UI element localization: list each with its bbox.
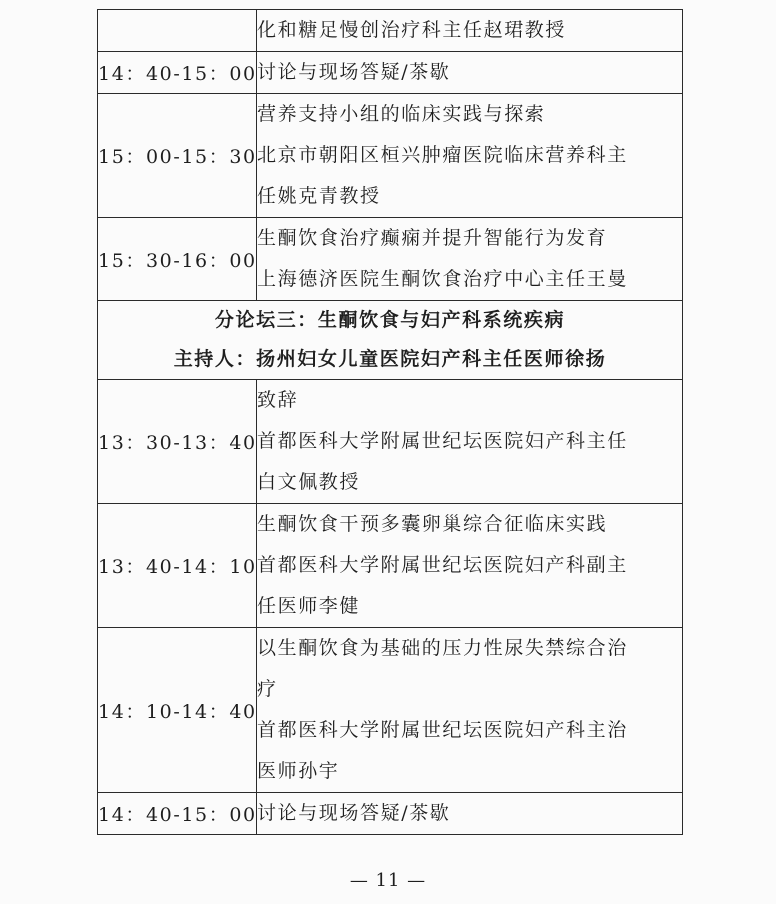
content-line: 任姚克青教授	[257, 185, 381, 207]
content-line: 生酮饮食干预多囊卵巢综合征临床实践	[257, 513, 608, 535]
content-line: 讨论与现场答疑/茶歇	[257, 802, 451, 824]
table-row	[98, 94, 683, 218]
forum-host: 主持人：扬州妇女儿童医院妇产科主任医师徐扬	[173, 348, 607, 370]
content-line: 首都医科大学附属世纪坛医院妇产科副主	[257, 554, 628, 576]
content-cell	[257, 793, 683, 835]
time-cell: 14：10-14：40	[98, 628, 257, 793]
content-line: 任医师李健	[257, 595, 361, 617]
content-cell	[257, 10, 683, 52]
content-line: 营养支持小组的临床实践与探索	[257, 103, 546, 125]
content-line: 化和糖足慢创治疗科主任赵珺教授	[257, 19, 567, 41]
forum-title: 分论坛三：生酮饮食与妇产科系统疾病	[214, 309, 566, 331]
content-line: 上海德济医院生酮饮食治疗中心主任王曼	[257, 268, 628, 290]
content-line: 讨论与现场答疑/茶歇	[257, 61, 451, 83]
content-cell	[257, 504, 683, 628]
time-cell: 13：40-14：10	[98, 504, 257, 628]
time-cell: 14：40-15：00	[98, 52, 257, 94]
content-line: 生酮饮食治疗癫痫并提升智能行为发育	[257, 227, 608, 249]
time-cell: 15：00-15：30	[98, 94, 257, 218]
time-cell	[98, 10, 257, 52]
content-cell	[257, 94, 683, 218]
content-line: 以生酮饮食为基础的压力性尿失禁综合治	[257, 637, 628, 659]
content-line: 首都医科大学附属世纪坛医院妇产科主任	[257, 430, 628, 452]
time-cell: 15：30-16：00	[98, 218, 257, 301]
content-cell	[257, 380, 683, 504]
time-cell: 13：30-13：40	[98, 380, 257, 504]
table-row	[98, 218, 683, 301]
content-line: 医师孙宇	[257, 760, 340, 782]
table-row	[98, 380, 683, 504]
table-row	[98, 793, 683, 835]
content-line: 北京市朝阳区桓兴肿瘤医院临床营养科主	[257, 144, 628, 166]
content-line: 疗	[257, 678, 278, 700]
content-cell	[257, 218, 683, 301]
page-number: — 11 —	[349, 870, 427, 891]
table-row	[98, 504, 683, 628]
content-line: 首都医科大学附属世纪坛医院妇产科主治	[257, 719, 628, 741]
content-line: 白文佩教授	[257, 471, 361, 493]
table-row	[98, 628, 683, 793]
time-cell: 14：40-15：00	[98, 793, 257, 835]
table-row	[98, 10, 683, 52]
schedule-table	[97, 9, 683, 835]
content-line: 致辞	[257, 389, 299, 411]
forum-header-row	[98, 301, 683, 380]
content-cell	[257, 628, 683, 793]
table-row	[98, 52, 683, 94]
content-cell	[257, 52, 683, 94]
forum-header-cell	[98, 301, 683, 380]
